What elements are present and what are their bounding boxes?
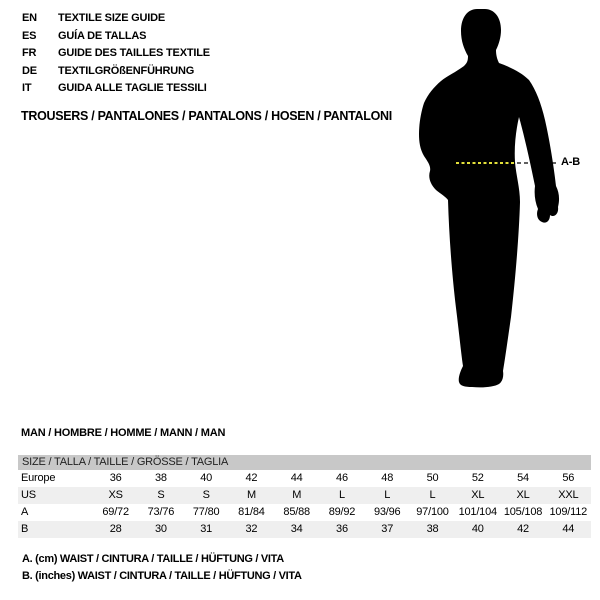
size-table-cell: M [246, 489, 256, 501]
size-table-cell: S [157, 489, 165, 501]
size-table-cell: 50 [426, 472, 439, 484]
size-table-cell: 69/72 [102, 506, 129, 518]
size-table-cell: 85/88 [283, 506, 310, 518]
lang-title: GUIDE DES TAILLES TEXTILE [58, 47, 210, 59]
size-table-cell: XS [108, 489, 123, 501]
lang-code: DE [22, 64, 37, 77]
footnote-waist-cm: A. (cm) WAIST / CINTURA / TAILLE / HÜFTUNG / VITA [22, 553, 284, 565]
gender-section-title: MAN / HOMBRE / HOMME / MANN / MAN [21, 427, 226, 439]
size-table-cell: L [339, 489, 345, 501]
size-table-cell: 38 [426, 523, 439, 535]
footnote-waist-inches: B. (inches) WAIST / CINTURA / TAILLE / HÜFTUNG / VITA [22, 570, 302, 582]
size-table-cell: 32 [245, 523, 258, 535]
size-table-cell: XL [516, 489, 530, 501]
size-table-header: SIZE / TALLA / TAILLE / GRÖSSE / TAGLIA [18, 455, 591, 470]
size-table-cell: S [202, 489, 210, 501]
size-table-cell: L [429, 489, 436, 501]
size-table-cell: 46 [336, 472, 348, 484]
size-table-cell: 77/80 [192, 506, 220, 518]
size-table-cell: 28 [109, 523, 122, 535]
size-table-cell: 38 [154, 472, 167, 484]
size-table-cell: 73/76 [147, 506, 175, 518]
size-table-cell: 89/92 [328, 506, 356, 518]
size-table-cell: 34 [290, 523, 303, 535]
size-table-cell: 30 [154, 523, 167, 535]
size-table-cell: 54 [517, 472, 529, 484]
measure-label: A-B [561, 156, 580, 168]
size-table-cell: 105/108 [503, 506, 543, 518]
lang-title: TEXTILGRÖßENFÜHRUNG [58, 64, 195, 77]
size-table-cell: L [384, 489, 391, 501]
lang-code: EN [22, 12, 37, 24]
size-row-label: B [21, 523, 29, 535]
size-table-cell: 40 [471, 523, 484, 535]
lang-code: IT [22, 82, 32, 94]
size-row-label: Europe [21, 472, 56, 484]
size-table-row-us [18, 487, 591, 504]
size-table-cell: 36 [109, 472, 122, 484]
size-table-cell: 31 [200, 523, 213, 535]
size-table-cell: 109/112 [549, 506, 588, 518]
size-table-cell: 48 [381, 472, 394, 484]
size-row-label: A [21, 506, 29, 518]
size-table-cell: M [292, 489, 302, 501]
size-table-row-europe [18, 470, 591, 487]
lang-code: FR [22, 47, 37, 59]
size-table-cell: 37 [381, 523, 394, 535]
size-table [18, 455, 591, 538]
size-table-cell: 36 [336, 523, 348, 535]
size-table-cell: 81/84 [238, 506, 265, 518]
lang-title: GUIDA ALLE TAGLIE TESSILI [58, 82, 207, 94]
size-table-cell: 97/100 [416, 506, 449, 518]
size-table-cell: 44 [562, 523, 575, 535]
size-table-cell: 101/104 [458, 506, 497, 518]
size-table-cell: 93/96 [373, 506, 401, 518]
size-table-row-b [18, 521, 591, 538]
size-table-body [18, 470, 591, 538]
size-table-cell: XL [471, 489, 485, 501]
man-silhouette [419, 9, 559, 387]
garment-type-title: TROUSERS / PANTALONES / PANTALONS / HOSEN / PANTALONI [21, 109, 392, 123]
size-table-cell: 52 [471, 472, 484, 484]
size-table-cell: 44 [290, 472, 303, 484]
lang-title: GUÍA DE TALLAS [58, 29, 147, 42]
size-row-label: US [21, 489, 36, 501]
size-table-cell: 42 [517, 523, 529, 535]
size-table-cell: 40 [200, 472, 213, 484]
lang-title: TEXTILE SIZE GUIDE [58, 12, 166, 24]
size-table-row-a [18, 504, 591, 521]
size-table-cell: XXL [558, 489, 579, 501]
size-table-cell: 56 [562, 472, 575, 484]
lang-code: ES [22, 29, 37, 42]
size-table-cell: 42 [245, 472, 258, 484]
